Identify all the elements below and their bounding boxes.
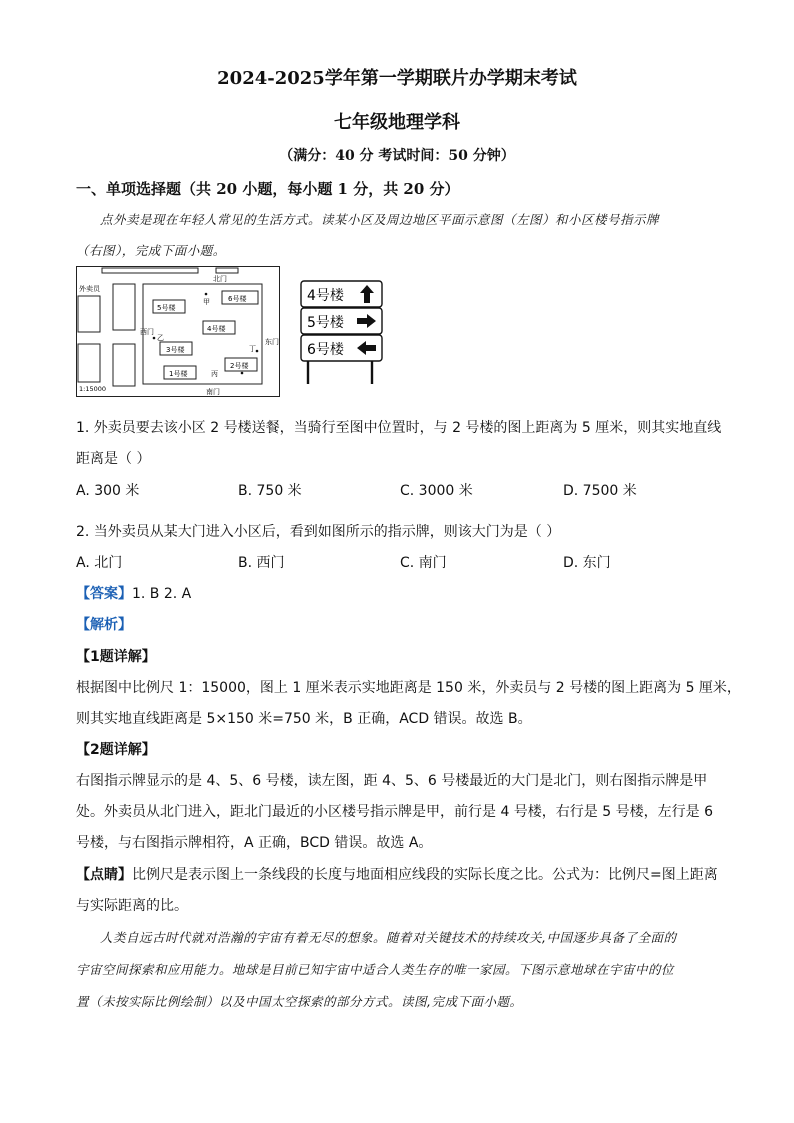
building-2-label: 2号楼 — [230, 362, 249, 370]
block-mid-1 — [113, 284, 135, 330]
sign-label-4: 4号楼 — [307, 288, 344, 304]
intro1-line1: 点外卖是现在年轻人常见的生活方式。读某小区及周边地区平面示意图（左图）和小区楼号指示牌 — [100, 212, 660, 227]
point-yi-label: 乙 — [157, 334, 164, 342]
block-left-1 — [78, 296, 100, 332]
building-6-label: 6号楼 — [228, 295, 247, 303]
building-4-label: 4号楼 — [207, 325, 226, 333]
scale-label: 1:15000 — [79, 385, 107, 393]
q2-option-a: A. 北门 — [76, 555, 123, 571]
q1-line1: 1. 外卖员要去该小区 2 号楼送餐，当骑行至图中位置时，与 2 号楼的图上距离为 5 厘米，则其实地直线 — [76, 420, 722, 436]
sign-label-6: 6号楼 — [307, 342, 344, 358]
detail2-line3: 号楼，与右图指示牌相符，A 正确，BCD 错误。故选 A。 — [76, 835, 433, 851]
answer-text: 1. B 2. A — [132, 586, 192, 602]
point-ding — [256, 350, 259, 353]
sign-label-5: 5号楼 — [307, 315, 344, 331]
intro2-line3: 置（未按实际比例绘制）以及中国太空探索的部分方式。读图,完成下面小题。 — [76, 994, 523, 1009]
q1-option-b: B. 750 米 — [238, 483, 302, 499]
road-top-right — [216, 268, 238, 273]
east-gate-label: 东门 — [265, 338, 279, 346]
q2-option-b: B. 西门 — [238, 555, 285, 571]
community-map — [76, 266, 280, 398]
road-top-left — [102, 268, 198, 273]
detail2-line1: 右图指示牌显示的是 4、5、6 号楼，读左图，距 4、5、6 号楼最近的大门是北门，则右图指示牌是甲 — [76, 773, 708, 789]
point-ding-label: 丁 — [249, 345, 256, 353]
south-gate-label: 南门 — [206, 388, 220, 396]
intro2-line2: 宇宙空间探索和应用能力。地球是目前已知宇宙中适合人类生存的唯一家园。下图示意地球在宇宙中的位 — [76, 962, 675, 977]
analysis-label: 【解析】 — [76, 617, 132, 633]
building-5-label: 5号楼 — [157, 304, 176, 312]
point-jia-label: 甲 — [203, 298, 210, 306]
q1-option-a: A. 300 米 — [76, 483, 140, 499]
block-mid-2 — [113, 344, 135, 386]
answer-label: 【答案】 — [76, 586, 132, 602]
tip-text1: 比例尺是表示图上一条线段的长度与地面相应线段的实际长度之比。公式为：比例尺=图上距离 — [132, 867, 718, 883]
building-3-label: 3号楼 — [166, 346, 185, 354]
q1-line2: 距离是（ ） — [76, 451, 151, 467]
point-jia — [205, 293, 208, 296]
point-bing-label: 丙 — [211, 370, 218, 378]
detail2-label: 【2题详解】 — [76, 742, 156, 758]
north-gate-label: 北门 — [213, 275, 227, 283]
q2-line1: 2. 当外卖员从某大门进入小区后，看到如图所示的指示牌，则该大门为是（ ） — [76, 524, 561, 540]
intro1-line2: （右图），完成下面小题。 — [76, 243, 226, 258]
answer-line — [76, 583, 191, 603]
subject-title: 七年级地理学科 — [334, 112, 460, 133]
exam-title: 2024-2025学年第一学期联片办学期末考试 — [217, 68, 577, 89]
detail1-line1: 根据图中比例尺 1：15000，图上 1 厘米表示实地距离是 150 米，外卖员与 2 号楼的图上距离为 5 厘米， — [76, 680, 741, 696]
intro2-line1: 人类自远古时代就对浩瀚的宇宙有着无尽的想象。随着对关键技术的持续攻关,中国逐步具备了全面的 — [100, 930, 677, 945]
detail1-line2: 则其实地直线距离是 5×150 米=750 米，B 正确，ACD 错误。故选 B。 — [76, 711, 532, 727]
block-left-2 — [78, 344, 100, 382]
exam-info: （满分：40 分 考试时间：50 分钟） — [279, 148, 515, 164]
q1-option-d: D. 7500 米 — [563, 483, 637, 499]
west-gate-label: 西门 — [140, 328, 154, 336]
point-bing — [241, 372, 244, 375]
tip-line2: 与实际距离的比。 — [76, 898, 188, 914]
q1-option-c: C. 3000 米 — [400, 483, 473, 499]
detail2-line2: 处。外卖员从北门进入，距北门最近的小区楼号指示牌是甲，前行是 4 号楼，右行是 5 号楼，左行是 6 — [76, 804, 713, 820]
q2-option-d: D. 东门 — [563, 555, 611, 571]
delivery-label: 外卖员 — [79, 285, 100, 293]
tip-label: 【点睛】 — [76, 867, 132, 883]
building-sign — [300, 280, 384, 386]
detail1-label: 【1题详解】 — [76, 649, 156, 665]
building-1-label: 1号楼 — [169, 370, 188, 378]
section-heading: 一、单项选择题（共 20 小题，每小题 1 分，共 20 分） — [76, 180, 460, 198]
q2-option-c: C. 南门 — [400, 555, 447, 571]
tip-line1 — [76, 864, 718, 884]
point-yi — [153, 337, 156, 340]
